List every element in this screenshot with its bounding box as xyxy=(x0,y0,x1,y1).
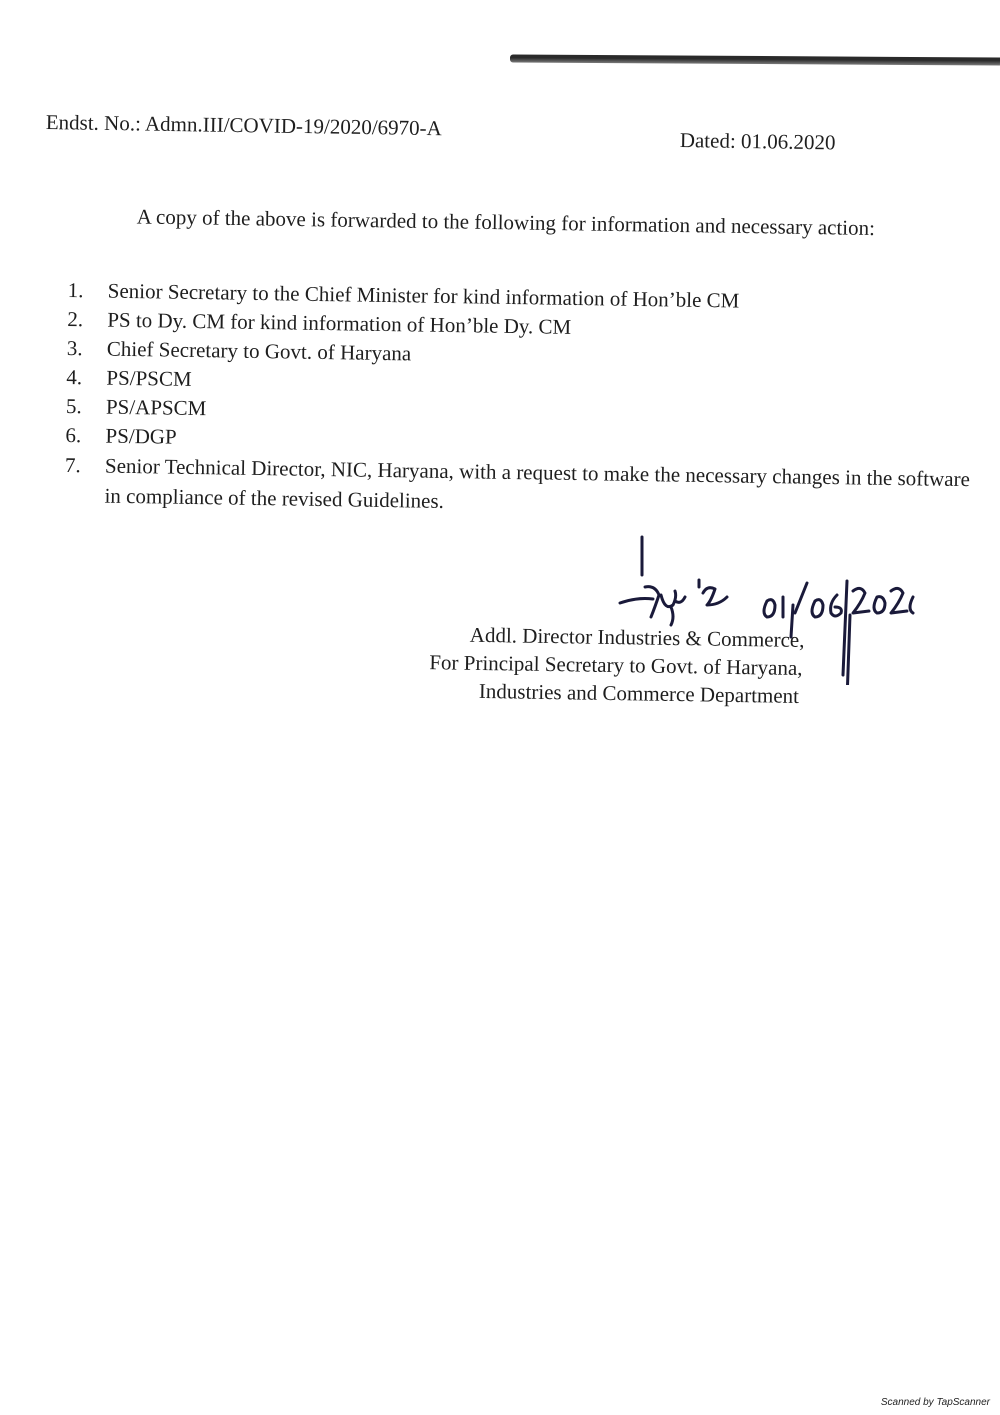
list-item: 6. PS/DGP xyxy=(65,422,177,449)
endorsement-date: Dated: 01.06.2020 xyxy=(679,128,836,155)
list-item: 2. PS to Dy. CM for kind information of Hon’ble Dy. CM xyxy=(67,306,572,339)
recipient-list xyxy=(64,276,978,524)
list-item: 4. PS/PSCM xyxy=(66,364,192,391)
forwarding-text: A copy of the above is forwarded to the following for information and necessary action: xyxy=(136,204,876,241)
signatory-block xyxy=(419,620,880,711)
scanner-watermark: Scanned by TapScanner xyxy=(880,1397,990,1408)
list-item: 1. Senior Secretary to the Chief Minister for kind information of Hon’ble CM xyxy=(67,277,740,313)
list-item: 5. PS/APSCM xyxy=(65,393,207,421)
signatory-designation: Addl. Director Industries & Commerce, xyxy=(469,622,805,653)
list-item: 3. Chief Secretary to Govt. of Haryana xyxy=(66,335,412,366)
list-item: 7. Senior Technical Director, NIC, Haryana, with a request to make the necessary changes in the software in compliance of the revised Guidelines. xyxy=(64,452,971,513)
signatory-department: Industries and Commerce Department xyxy=(478,678,800,708)
endorsement-number: Endst. No.: Admn.III/COVID-19/2020/6970-A xyxy=(45,110,443,141)
signatory-on-behalf: For Principal Secretary to Govt. of Haryana, xyxy=(429,650,803,681)
top-rule xyxy=(510,55,1000,66)
